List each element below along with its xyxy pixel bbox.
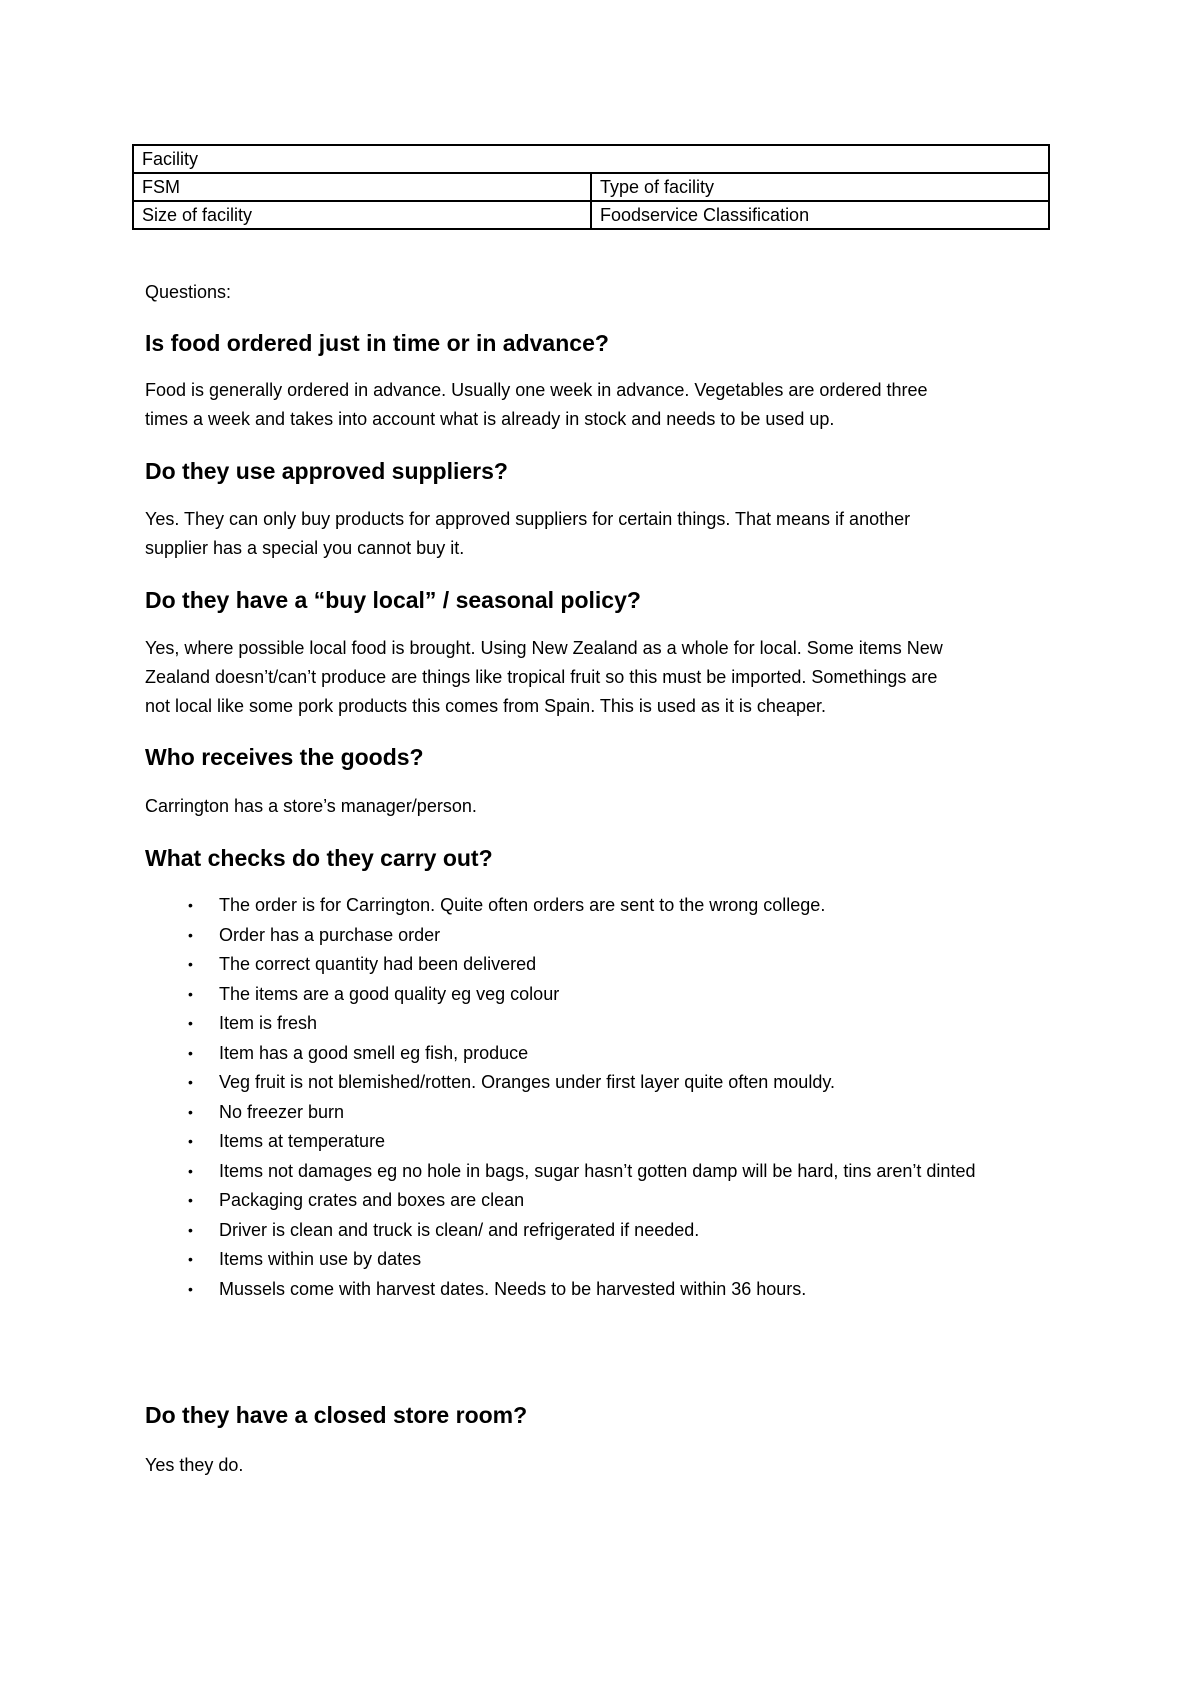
list-item (145, 1157, 1060, 1187)
list-item (145, 950, 1060, 980)
list-item (145, 1009, 1060, 1039)
list-item-text: Driver is clean and truck is clean/ and refrigerated if needed. (219, 1219, 700, 1240)
bullet-icon: • (188, 897, 193, 913)
section-answer (145, 376, 1060, 434)
list-item-text: No freezer burn (219, 1101, 345, 1122)
list-item-text: The correct quantity had been delivered (219, 954, 537, 974)
list-item-text: Items not damages eg no hole in bags, sugar hasn’t gotten damp will be hard, tins aren’t dinted (219, 1160, 976, 1181)
section-heading: Is food ordered just in time or in advance? (145, 330, 609, 356)
list-item-text: The order is for Carrington. Quite often orders are sent to the wrong college. (219, 895, 826, 915)
list-item (145, 891, 1060, 921)
bullet-icon: • (188, 1280, 193, 1297)
answer-line: not local like some pork products this comes from Spain. This is used as it is cheaper. (145, 696, 826, 716)
list-item-text: Mussels come with harvest dates. Needs to be harvested within 36 hours. (219, 1278, 807, 1299)
bullet-icon: • (188, 1133, 193, 1149)
answer-line: supplier has a special you cannot buy it. (145, 538, 465, 558)
answer-line: Yes they do. (145, 1455, 244, 1475)
list-item (145, 1216, 1060, 1246)
list-item (145, 921, 1060, 951)
section-answer (145, 634, 1060, 721)
list-item (145, 1039, 1060, 1069)
section-heading: Do they have a “buy local” / seasonal policy? (145, 587, 641, 613)
list-item-text: Items within use by dates (219, 1249, 422, 1269)
bullet-icon: • (188, 1103, 193, 1120)
list-item-text: The items are a good quality eg veg colour (219, 983, 560, 1004)
section-answer (145, 1451, 1060, 1480)
section-heading: Do they use approved suppliers? (145, 458, 508, 484)
foodservice-classification-cell: Foodservice Classification (591, 201, 1049, 229)
list-item (145, 1098, 1060, 1128)
answer-line: Food is generally ordered in advance. Usually one week in advance. Vegetables are ordered three (145, 380, 928, 400)
checks-list (145, 891, 1060, 1304)
bullet-icon: • (188, 1221, 193, 1238)
bullet-icon: • (188, 1192, 193, 1208)
bullet-icon: • (188, 1162, 193, 1179)
answer-line: times a week and takes into account what is already in stock and needs to be used up. (145, 409, 835, 429)
section-heading: Do they have a closed store room? (145, 1402, 528, 1428)
size-of-facility-cell: Size of facility (133, 201, 591, 229)
facility-info-table (132, 144, 1050, 230)
list-item-text: Items at temperature (219, 1131, 386, 1151)
answer-line: Zealand doesn’t/can’t produce are things like tropical fruit so this must be imported. Somethings are (145, 667, 938, 687)
list-item (145, 980, 1060, 1010)
bullet-icon: • (188, 1015, 193, 1031)
type-of-facility-cell: Type of facility (591, 173, 1049, 201)
fsm-cell: FSM (133, 173, 591, 201)
list-item-text: Veg fruit is not blemished/rotten. Oranges under first layer quite often mouldy. (219, 1072, 835, 1092)
list-item-text: Packaging crates and boxes are clean (219, 1190, 525, 1210)
section-answer (145, 505, 1060, 563)
answer-line: Yes. They can only buy products for approved suppliers for certain things. That means if another (145, 509, 911, 529)
bullet-icon: • (188, 926, 193, 943)
facility-cell: Facility (133, 145, 1049, 173)
table-row (133, 145, 1049, 173)
list-item (145, 1275, 1060, 1305)
list-item-text: Item has a good smell eg fish, produce (219, 1042, 529, 1063)
list-item (145, 1245, 1060, 1275)
table-row (133, 173, 1049, 201)
section-heading: Who receives the goods? (145, 744, 424, 770)
bullet-icon: • (188, 1044, 193, 1061)
list-item-text: Item is fresh (219, 1013, 318, 1033)
list-item (145, 1127, 1060, 1157)
questions-label: Questions: (145, 282, 232, 302)
bullet-icon: • (188, 956, 193, 972)
answer-line: Carrington has a store’s manager/person. (145, 796, 477, 816)
list-item-text: Order has a purchase order (219, 924, 441, 945)
table-row (133, 201, 1049, 229)
bullet-icon: • (188, 1251, 193, 1267)
list-item (145, 1068, 1060, 1098)
bullet-icon: • (188, 1074, 193, 1090)
bullet-icon: • (188, 985, 193, 1002)
section-heading: What checks do they carry out? (145, 845, 493, 871)
list-item (145, 1186, 1060, 1216)
answer-line: Yes, where possible local food is brought. Using New Zealand as a whole for local. Some items New (145, 638, 943, 658)
section-answer (145, 792, 1060, 821)
